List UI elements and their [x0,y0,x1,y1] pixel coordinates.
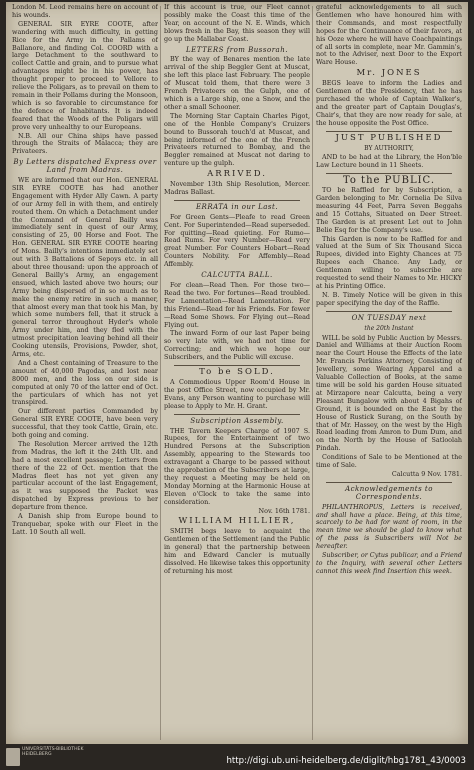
section-heading: Subscription Assembly. [190,416,284,425]
section-heading: Mr. JONES [356,68,422,79]
paragraph: N. B. Timely Notice will be given in this paper specifying the day of the Raffle. [316,290,462,307]
section-heading: JUST PUBLISHED [335,132,443,143]
divider [326,173,452,174]
column-rule [160,6,161,740]
section-heading: CALCUTTA BALL. [201,271,273,280]
paragraph: London M. Leod remains here on account of his wounds. [12,4,158,19]
paragraph: BEGS leave to inform the Ladies and Gentlemen of the Presidency, that he has purchased the whole of Captain Walker's, and the greater part of Captain Douglas's, Chair's, that they are now ready for sale, at the house opposite the Post Office. [316,79,462,127]
section-heading: WILLIAM HILLIER, [178,516,296,527]
section-heading: LETTERS from Bussorah. [186,45,288,54]
paragraph: AND to be had at the Library, the Hon'ble Law Lecture bound in 11 Sheets. [316,153,462,170]
column-1 [12,4,158,742]
paragraph: TO be Raffled for by Subscription, a Garden belonging to Mr. Cornelia De Silva measuring 44 Feet, Parra Seven Beggahs and 15 Cottahs, Situated on Deer Street. The Garden is at present Let out to John Belie Esq for the Company's use. [316,186,462,234]
paragraph: If this account is true, our Fleet cannot possibly make the Coast this time of the Year, on account of the N. E. Winds, which blows fresh in the Bay, this season they will go up the Mallabar Coast. [164,4,310,43]
column-rule [312,6,313,740]
paragraph: SMITH begs leave to acquaint the Gentlemen of the Settlement (and the Public in general) that the partnership between him and Edward Cancler is mutually dissolved. He likewise takes this opportunity of returning his most [164,527,310,575]
paragraph: Conditions of Sale to be Mentioned at the time of Sale. [316,453,462,470]
column-2 [164,4,310,742]
section-heading: To the PUBLIC. [342,175,436,187]
divider [326,482,452,483]
section-subheading: the 20th Instant [364,324,414,332]
date-line: Nov. 16th 1781. [258,506,310,515]
paragraph: For clean—Read Then. For those two—Read the two. For fortunes—Read troubled. For Lamentation—Read Lamentation. For this Friend—Read for his Friends. For fewer—Read Some Shows. For Flying out—Read Flying out. [164,281,310,329]
paragraph: Subscriber, or Cytus publicar, and a Friend to the Inquiry, with several other Letters cannot this week find Insertion this week. [316,551,462,575]
date-line: Calcutta 9 Nov. 1781. [391,469,462,478]
library-logo-icon [6,748,20,766]
paragraph: WILL be sold by Public Auction by Messrs. Daniel and Williams at their Auction Room near the Court House the Effects of the late Mr. Francis Perkins Attorney, Consisting of Jewellery, some Wearing Apparel and a Valuable Collection of Books, at the same time will be sold his garden House situated at Mirzapore near Calcutta, being a very Pleasant Bungalow with about 4 Bigahs of Ground, it is bounded on the East by the House of Rustick Surang, on the South by that of Mr. Hassey, on the west by the High Road leading from Amron to Dum Dum, and on the North by the House of Satloolah Pindah. [316,333,462,453]
paragraph: November 13th Ship Resolution, Mercer. Madras Ballast. [164,180,310,196]
paragraph: GENERAL SIR EYRE COOTE, after wandering with much difficulty, in getting Rice for the Army in the Pallams of Ballanore, and finding Col. COORD with a large Detachment to the southward to collect Cattle and grain, and to pursue what advantages might be in his power, has thought proper to proceed to Vellore to relieve the Poligars, as to prevail on them to remain in their Pollams during the Monsoon, which is so favorable to circumstance for the defence of Inhabitants. It is indeed feared that the Woods of the Poligars will prove very unhealthy to our Europeans. [12,19,158,131]
divider [326,311,452,312]
paragraph: The Resolution Mercer arrived the 12th from Madras, the left it the 24th Ult. and had a most excellent passage; Letters from there of the 22 of Oct. mention that the Madras fleet has not yet given any particular account of the last Engagement, as it was supposed the Packet was dispatched by Express previous to her departure from thence. [12,439,158,512]
source-url[interactable]: http://digi.ub.uni-heidelberg.de/diglit/hbg1781_43/0003 [226,756,466,766]
library-name: UNIVERSITÄTS-BIBLIOTHEK HEIDELBERG [22,747,84,758]
section-heading: To be SOLD. [199,367,275,378]
paragraph: This Garden is now to be Raffled for and valued at the Sum of Six Thousand Sicca Rupees, divided into Eighty Chances at 75 Rupees each Chance. Any Lady, or Gentleman willing to subscribe are requested to send their Names to Mr. HICKY at his Printing Office. [316,234,462,290]
divider [326,131,452,132]
paragraph: grateful acknowledgements to all such Gentlemen who have honoured him with their Commands, and most respectfully hopes for the Continuance of their favors, at his Ooze where he will have Coachpaintings of all sorts in complete, near Mr. Gammin's, not to the Adviser, next Door to the Export Ware House. [316,4,462,67]
divider [174,200,300,201]
section-heading: ERRATA in our Last. [195,202,279,211]
section-heading: By Letters dispatched Express over Land from Madras. [13,158,157,175]
section-heading: ON TUESDAY next [351,313,427,322]
paragraph: WE are informed that our Hon. GENERAL SIR EYRE COOTE has had another Engagement with Hyder Ally Cawn. A party of our Army fell in with them, and entirely routed them. On which a Detachment under the Command of General Bailly was immediately sent in quest of our Army, consisting of 25, 00 Horse and Foot. The Hon. GENERAL SIR EYRE COOTE hearing of Mons. Bailly's intentions immediately set out with 3 Battalions of Sepoys etc. in all about three thousand: upon the approach of General Bailly's Army, an engagement ensued, which lasted above two hours; our Army being dispersed of in so much as to make the enemy retire in such a manner, that almost every man that took his Man, by which some numbers fell, that it struck a general terror throughout Hyder's whole Army under him, and they fled with the utmost precipitation leaving behind all their Cooking utensils, Provisions, Powder, shot, Arms, etc. [12,176,158,358]
paragraph: THE Tavern Keepers Charge of 1907 S. Rupees, for the Entertainment of two Hundred Persons at the Subscription Assembly, appearing to the Stewards too extravagant a Charge to be passed without the approbation of the Subscribers at large, they request a Meeting may be held on Monday Morning at the Harmonic House at Eleven o'Clock to take the same into consideration. [164,426,310,506]
paragraph: The Morning Star Captain Charles Pigot, one of the Honble Company's Cruizers bound to Bussorah touch'd at Muscat, and being informed of the one of the French Privateers returned to Bombay, and the Beggler remained at Muscat not daring to venture up the gulph. [164,111,310,168]
newspaper-page [6,2,468,744]
section-heading: Acknowledgements to Correspondents. [345,484,433,501]
paragraph: PHILANTHROPUS, Letters is received, and shall have a place. Being, at this time, scarcely to be had for want of room, in the mean time we should be glad to know what of the pass is Subscribers will Not be hereafter. [316,502,462,551]
paragraph: And a Chest containing of Treasure to the amount of 40,000 Pagodas, and lost near 8000 men, and the loss on our side is computed at only 70 of the latter end of Oct. the particulars of which has not yet transpired. [12,358,158,407]
paragraph: The inward Form of our last Paper being so very late with, we had not time for Correcting; and which we hope our Subscribers, and the Public will excuse. [164,329,310,362]
section-subheading: BY AUTHORITY, [364,144,414,152]
paragraph: BY the way of Benares mention the late arrival of the ship Beggler Gent at Muscat, she left this place last February. The people of Muscat told them, that there were 3 French Privateers on the Gulph, one of which is a Large ship, one a Snow, and the other a small Schooner. [164,55,310,111]
paragraph: A Danish ship from Europe bound to Tranquebar, spoke with our Fleet in the Latt. 10 South all well. [12,512,158,536]
divider [174,365,300,366]
column-3 [316,4,462,742]
paragraph: Our different parties Commanded by General SIR EYRE COOTE, have been very successful, that they took Cattle, Grain, etc. both going and coming. [12,407,158,440]
paragraph: A Commodious Upper Room'd House in the post Office Street, now occupied by Mr. Evans, any Person wanting to purchase will please to Apply to Mr. H. Grant. [164,377,310,410]
section-heading: ARRIVED. [207,169,267,180]
divider [174,414,300,415]
paragraph: For Green Gents—Pleafe to read Green Cent. For Superintended—Read superseded. For quitting—Read quieting. For Rumo—Read Rums. For very Number—Read very great Number. For Counters Hobart—Read Counters Nobility. For Affembly—Read Affembly. [164,212,310,269]
paragraph: N.B. All our China ships have passed through the Straits of Malacca; they are Privateers. [12,131,158,156]
